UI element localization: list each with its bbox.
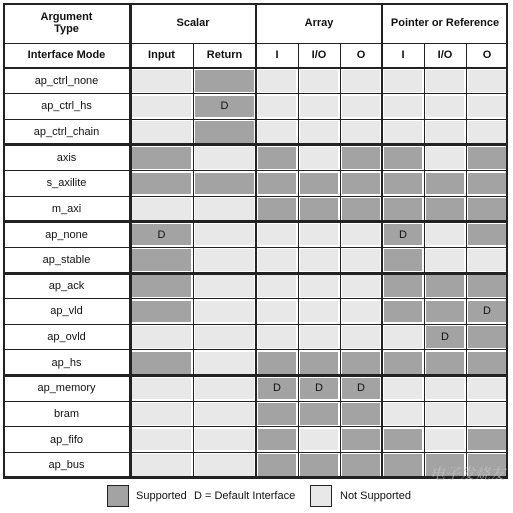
subcolumn-header: Input <box>148 49 175 62</box>
not-supported-cell <box>258 301 296 323</box>
grid-line <box>340 43 341 478</box>
not-supported-cell <box>258 326 296 348</box>
not-supported-cell <box>300 147 338 169</box>
supported-cell <box>384 352 422 374</box>
not-supported-cell <box>300 96 338 118</box>
supported-cell: D <box>195 96 254 118</box>
supported-cell <box>468 326 506 348</box>
supported-cell <box>342 429 380 451</box>
not-supported-cell <box>195 378 254 400</box>
legend-supported-label: Supported <box>136 490 187 502</box>
not-supported-cell <box>342 224 380 246</box>
legend-not-supported-swatch <box>310 485 332 507</box>
not-supported-cell <box>258 70 296 92</box>
row-label: ap_ctrl_hs <box>41 100 92 113</box>
not-supported-cell <box>468 403 506 425</box>
supported-cell <box>384 173 422 195</box>
supported-cell <box>258 173 296 195</box>
supported-cell <box>468 429 506 451</box>
supported-cell: D <box>258 378 296 400</box>
supported-cell <box>258 352 296 374</box>
not-supported-cell <box>384 378 422 400</box>
supported-cell <box>258 403 296 425</box>
not-supported-cell <box>132 198 191 220</box>
row-label: s_axilite <box>46 177 87 190</box>
supported-cell <box>384 454 422 476</box>
not-supported-cell <box>258 275 296 297</box>
supported-cell <box>342 198 380 220</box>
not-supported-cell <box>195 301 254 323</box>
not-supported-cell <box>258 121 296 143</box>
not-supported-cell <box>468 121 506 143</box>
supported-cell <box>468 275 506 297</box>
supported-cell <box>195 70 254 92</box>
not-supported-cell <box>426 249 464 271</box>
row-label: ap_memory <box>37 382 96 395</box>
not-supported-cell <box>258 249 296 271</box>
supported-cell <box>300 454 338 476</box>
supported-cell <box>342 454 380 476</box>
not-supported-cell <box>384 326 422 348</box>
not-supported-cell <box>195 429 254 451</box>
argument-type-header: Argument Type <box>40 10 93 35</box>
not-supported-cell <box>132 454 191 476</box>
supported-cell <box>258 147 296 169</box>
group-header: Scalar <box>176 16 210 29</box>
row-label: ap_ctrl_none <box>34 74 99 87</box>
supported-cell <box>384 147 422 169</box>
supported-cell <box>342 173 380 195</box>
not-supported-cell <box>342 301 380 323</box>
subcolumn-header: I <box>275 49 279 62</box>
supported-cell <box>426 275 464 297</box>
supported-cell <box>258 429 296 451</box>
not-supported-cell <box>342 275 380 297</box>
grid-line <box>381 3 383 478</box>
grid-line <box>3 3 5 478</box>
watermark: 电子发烧友 <box>429 466 505 483</box>
supported-cell <box>132 147 191 169</box>
not-supported-cell <box>468 70 506 92</box>
not-supported-cell <box>426 378 464 400</box>
not-supported-cell <box>300 275 338 297</box>
not-supported-cell <box>300 224 338 246</box>
grid-line <box>255 3 257 478</box>
grid-line <box>298 43 299 478</box>
not-supported-cell <box>426 70 464 92</box>
supported-cell: D <box>132 224 191 246</box>
subcolumn-header: O <box>482 49 492 62</box>
not-supported-cell <box>132 403 191 425</box>
not-supported-cell <box>132 326 191 348</box>
supported-cell <box>300 198 338 220</box>
subcolumn-header: I/O <box>437 49 453 62</box>
grid-line <box>193 43 194 478</box>
supported-cell <box>384 429 422 451</box>
supported-cell <box>384 301 422 323</box>
not-supported-cell <box>426 403 464 425</box>
supported-cell <box>300 173 338 195</box>
legend-supported-swatch <box>107 485 129 507</box>
not-supported-cell <box>384 96 422 118</box>
supported-cell <box>384 275 422 297</box>
row-label: ap_stable <box>42 254 91 267</box>
legend-not-supported-label: Not Supported <box>340 490 411 502</box>
row-label: axis <box>56 151 77 164</box>
row-label: ap_fifo <box>49 433 84 446</box>
supported-cell <box>258 454 296 476</box>
subcolumn-header: O <box>356 49 366 62</box>
not-supported-cell <box>384 70 422 92</box>
row-label: m_axi <box>51 202 82 215</box>
legend-default-label: D = Default Interface <box>194 490 296 502</box>
row-label: bram <box>53 407 80 420</box>
supported-cell <box>426 198 464 220</box>
not-supported-cell <box>132 429 191 451</box>
supported-cell <box>132 275 191 297</box>
not-supported-cell <box>258 96 296 118</box>
supported-cell: D <box>468 301 506 323</box>
supported-cell <box>384 198 422 220</box>
supported-cell: D <box>426 326 464 348</box>
subcolumn-header: I/O <box>311 49 327 62</box>
supported-cell <box>195 173 254 195</box>
supported-cell <box>468 224 506 246</box>
supported-cell <box>132 173 191 195</box>
not-supported-cell <box>300 429 338 451</box>
supported-cell <box>342 403 380 425</box>
supported-cell <box>426 301 464 323</box>
row-label: ap_none <box>45 228 88 241</box>
not-supported-cell <box>384 403 422 425</box>
grid-line <box>466 43 467 478</box>
not-supported-cell <box>195 249 254 271</box>
supported-cell <box>132 301 191 323</box>
not-supported-cell <box>258 224 296 246</box>
not-supported-cell <box>426 429 464 451</box>
grid-line <box>129 3 132 478</box>
interface-mode-header: Interface Mode <box>27 49 106 62</box>
grid-line <box>506 3 508 478</box>
not-supported-cell <box>300 70 338 92</box>
not-supported-cell <box>132 378 191 400</box>
supported-cell <box>426 352 464 374</box>
not-supported-cell <box>426 121 464 143</box>
not-supported-cell <box>342 96 380 118</box>
supported-cell <box>342 352 380 374</box>
supported-cell <box>468 198 506 220</box>
supported-cell <box>384 249 422 271</box>
row-label: ap_hs <box>51 356 82 369</box>
row-label: ap_vld <box>50 305 83 318</box>
supported-cell <box>468 147 506 169</box>
group-header: Pointer or Reference <box>390 16 500 29</box>
not-supported-cell <box>195 352 254 374</box>
not-supported-cell <box>132 121 191 143</box>
not-supported-cell <box>195 224 254 246</box>
not-supported-cell <box>132 96 191 118</box>
not-supported-cell <box>195 198 254 220</box>
not-supported-cell <box>426 96 464 118</box>
not-supported-cell <box>468 249 506 271</box>
supported-cell <box>342 147 380 169</box>
not-supported-cell <box>426 224 464 246</box>
row-label: ap_ctrl_chain <box>33 126 100 139</box>
grid-line <box>424 43 425 478</box>
row-label: ap_bus <box>48 459 85 472</box>
not-supported-cell <box>300 301 338 323</box>
not-supported-cell <box>342 249 380 271</box>
supported-cell: D <box>342 378 380 400</box>
row-label: ap_ovld <box>47 331 86 344</box>
not-supported-cell <box>468 96 506 118</box>
not-supported-cell <box>195 454 254 476</box>
not-supported-cell <box>300 249 338 271</box>
not-supported-cell <box>468 378 506 400</box>
supported-cell: D <box>300 378 338 400</box>
not-supported-cell <box>300 326 338 348</box>
group-header: Array <box>304 16 334 29</box>
not-supported-cell <box>342 70 380 92</box>
supported-cell <box>195 121 254 143</box>
interface-support-table <box>3 3 508 478</box>
not-supported-cell <box>384 121 422 143</box>
not-supported-cell <box>300 121 338 143</box>
supported-cell <box>300 403 338 425</box>
not-supported-cell <box>342 121 380 143</box>
not-supported-cell <box>342 326 380 348</box>
supported-cell: D <box>384 224 422 246</box>
not-supported-cell <box>195 147 254 169</box>
supported-cell <box>132 249 191 271</box>
subcolumn-header: I <box>401 49 405 62</box>
supported-cell <box>132 352 191 374</box>
supported-cell <box>258 198 296 220</box>
not-supported-cell <box>195 326 254 348</box>
not-supported-cell <box>195 403 254 425</box>
legend <box>0 484 513 512</box>
subcolumn-header: Return <box>206 49 243 62</box>
not-supported-cell <box>195 275 254 297</box>
not-supported-cell <box>132 70 191 92</box>
supported-cell <box>426 173 464 195</box>
supported-cell <box>468 352 506 374</box>
row-label: ap_ack <box>48 279 85 292</box>
supported-cell <box>300 352 338 374</box>
supported-cell <box>468 173 506 195</box>
not-supported-cell <box>426 147 464 169</box>
